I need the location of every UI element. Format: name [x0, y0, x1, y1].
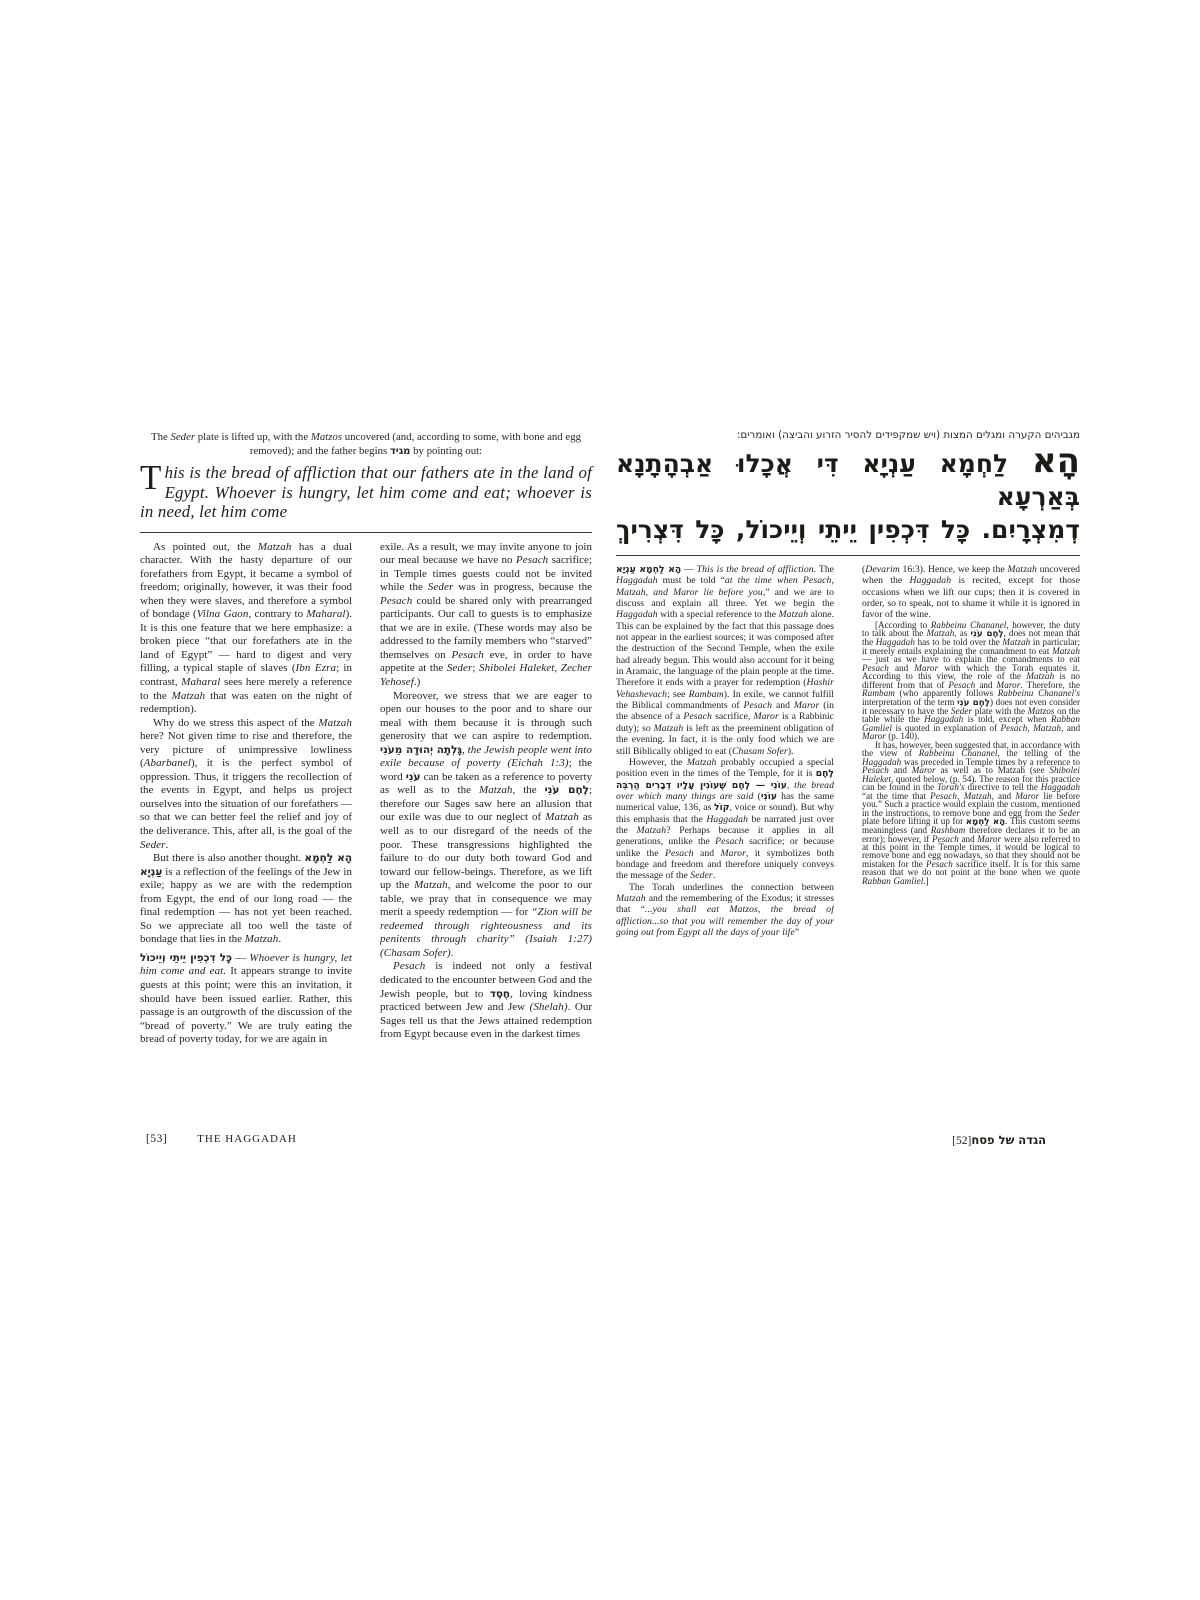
ha-lachma-anya-text [616, 441, 1080, 546]
commentary-paragraph: כָּל דִכְפִין יֵיתֵי וְיֵיכוֹל — Whoever is hungry, let him come and eat. It appears strange to invite guests at this point; were this an invitation, it should have been issued earlier. Rather, this passage is an outgrowth of the discussion of the “bread of poverty.” We are truly eating the bread of poverty today, for we are again in [140, 951, 352, 1046]
page-number: [53] [146, 1133, 168, 1145]
commentary-columns [140, 541, 592, 1125]
hebrew-instruction: מגביהים הקערה ומגלים המצות (ויש שמקפידים להסיר הזרוע והביצה) ואומרים: [736, 429, 1080, 441]
left-page-footer [146, 1133, 598, 1145]
hebrew-line-1 [616, 441, 1080, 513]
right-page-footer [616, 1133, 1080, 1147]
hebrew-line-1-text: לַחְמָא עַנְיָא דִּי אֲכָלוּ אַבְהָתָנָא בְּאַרְעָא [616, 449, 1080, 511]
commentary-paragraph: exile. As a result, we may invite anyone to join our meal because we have no Pesach sacrifice; in Temple times guests could not be invited while the Seder was in progress, because the Pesach could be shared only with prearranged participants. Our call to guests is to emphasize that we are in exile. (These words may also be addressed to the family members who “starved” themselves on Pesach eve, in order to have appetite at the Seder; Shibolei Haleket, Zecher Yehosef.) [380, 540, 592, 688]
opening-passage [140, 458, 592, 522]
commentary-paragraph: But there is also another thought. הָא לַחְמָא עַנְיָא is a reflection of the feelings of the Jew in exile; happy as we are with the redemption from Egypt, the end of our long road — the final redemption — has not yet been reached. So we appreciate all too well the taste of bondage that lies in the Matzah. [140, 852, 352, 946]
commentary-paragraph: (Devarim 16:3). Hence, we keep the Matzah uncovered when the Haggadah is recited, except for those occasions when we lift our cups; then it is covered in order, so to speak, not to shame it while it is ignored in favor of the wine. [862, 564, 1080, 621]
commentary-paragraph: The Torah underlines the connection between Matzah and the remembering of the Exodus; it stresses that “...you shall eat Matzos, the bread of affliction...so that you will remember the day of your going out from Egypt all the days of your life” [616, 881, 834, 938]
commentary-paragraph: It has, however, been suggested that, in accordance with the view of Rabbeinu Chananel, the telling of the Haggadah was preceded in Temple times by a reference to Pesach and Maror as well as to Matzah (see Shibolei Haleket, quoted below, (p. 54). The reason for this practice can be found in the Torah's directive to tell the Haggadah “at the time that Pesach, Matzah, and Maror lie before you.” Such a practice would explain the custom, mentioned in the instructions, to remove bone and egg from the Seder plate before lifting it up for הָא לַחְמָא. This custom seems meaningless (and Rashbam therefore declares it to be an error); however, if Pesach and Maror were also referred to at this point in the Temple times, it would be logical to remove bone and egg nowadays, so that they should not be mistaken for the Pesach sacrifice itself. It is for this same reason that we do not point at the bone when we quote Rabban Gamliel.] [862, 739, 1080, 886]
divider-rule [140, 532, 592, 533]
right-page-column-2 [862, 564, 1080, 1168]
passage-text: his is the bread of affliction that our fathers ate in the land of Egypt. Whoever is hungry, let him come and eat; whoever is in need, let him come [140, 463, 592, 521]
hebrew-dropword: הָא [1031, 441, 1080, 481]
page-number: [52] [952, 1135, 972, 1147]
commentary-columns [616, 564, 1080, 1168]
commentary-paragraph: Moreover, we stress that we are eager to open our houses to the poor and to share our meal with them because it is through such generosity that we can aspire to redemption. גָּלְתָה יְהוּדָה מֵעֹנִי, the Jewish people went into exile because of poverty (Eichah 1:3); the word עֹנִי can be taken as a reference to poverty as well as to the Matzah, the לֶחֶם עֹנִי; therefore our Sages saw here an allusion that our exile was due to our neglect of Matzah as well as to our disregard of the needs of the poor. These transgressions highlighted the failure to do our duty both toward God and toward our fellow-beings. Therefore, as we lift up the Matzah, and welcome the poor to our table, we pray that in consequence we may merit a speedy redemption — for “Zion will be redeemed through righteousness and its penitents through charity” (Isaiah 1:27) (Chasam Sofer). [380, 689, 592, 959]
commentary-paragraph: הָא לַחְמָא עַנְיָא — This is the bread of affliction. The Haggadah must be told “at the time when Pesach, Matzah, and Maror lie before you,” and we are to discuss and explain all three. Yet we begin the Haggadah with a special reference to the Matzah alone. This can be explained by the fact that this passage does not appear in the earliest sources; it was composed after the destruction of the Second Temple, when the exile had already begun. This would also account for it being in Aramaic, the language of the plain people at the time. Therefore it ends with a prayer for redemption (Hashir Vehashevach; see Rambam). In exile, we cannot fulfill the Biblical commandments of Pesach and Maror (in the absence of a Pesach sacrifice, Maror is a Rabbinic duty); so Matzah is left as the preeminent obligation of the evening. In fact, it is the only food which we are still Biblically obliged to eat (Chasam Sofer). [616, 564, 834, 757]
seder-instruction: The Seder plate is lifted up, with the Matzos uncovered (and, according to some, with bone and egg removed); and the father begins מגיד by pointing out: [150, 431, 581, 457]
book-title: THE HAGGADAH [197, 1133, 297, 1145]
commentary-paragraph: [According to Rabbeinu Chananel, however, the duty to talk about the Matzah, as לֶחֶם עֹנִי, does not mean that the Haggadah has to be told over the Matzah in particular; it merely entails explaining the comandment to eat Matzah — just as we have to explain the comandments to eat Pesach and Maror with which the Torah equates it. According to this view, the role of the Matzah is no different from that of Pesach and Maror. Therefore, the Rambam (who apparently follows Rabbeinu Chananel's interpretation of the term לֶחֶם עֹנִי) does not even consider it necessary to have the Seder plate with the Matzos on the table while the Haggadah is told, except when Rabban Gamliel is quoted in explanation of Pesach, Matzah, and Maror (p. 140). [862, 619, 1080, 742]
divider-rule [616, 555, 1080, 556]
commentary-paragraph: As pointed out, the Matzah has a dual character. With the hasty departure of our forefathers from Egypt, it became a symbol of freedom; originally, however, it was their food when they were slaves, and therefore a symbol of bondage (Vilna Gaon, contrary to Maharal). It is this one feature that we here emphasize: a broken piece “that our forefathers ate in the land of Egypt” — hard to digest and very filling, a typical staple of slaves (Ibn Ezra; in contrast, Maharal sees here merely a reference to the Matzah that was eaten on the night of redemption). [140, 540, 352, 716]
left-page [140, 431, 592, 1145]
left-page-column-2 [380, 541, 592, 1125]
commentary-paragraph: Why do we stress this aspect of the Matzah here? Not given time to rise and therefore, the very picture of unimpressive lowliness (Abarbanel), it is the perfect symbol of oppression. Thus, it triggers the recollection of the events in Egypt, and helps us project ourselves into the situation of our forefathers — so that we can better feel the relief and joy of the deliverance. This, after all, is the goal of the Seder. [140, 716, 352, 851]
right-page-column-1 [616, 564, 834, 1168]
hebrew-line-2: דְמִצְרָיִם. כָּל דִּכְפִין יֵיתֵי וְיֵיכוֹל, כָּל דִּצְרִיךְ [616, 515, 1080, 544]
book-title-hebrew: הגדה של פסח [971, 1133, 1046, 1147]
commentary-paragraph: Pesach is indeed not only a festival dedicated to the encounter between God and the Jewish people, but to חֶסֶד, loving kindness practiced between Jew and Jew (Shelah). Our Sages tell us that the Jews attained redemption from Egypt because even in the darkest times [380, 960, 592, 1041]
right-page [616, 428, 1080, 1147]
left-page-column-1 [140, 541, 352, 1125]
dropcap-letter: T [140, 458, 162, 497]
commentary-paragraph: However, the Matzah probably occupied a special position even in the times of the Temple, for it is לֶחֶם עוֹנִי — לֶחֶם שֶׁעוֹנִין עָלָיו דְבָרִים הַרְבֵּה, the bread over which many things are said (עוֹנִי has the same numerical value, 136, as קוֹל, voice or sound). But why this emphasis that the Haggadah be narrated just over the Matzah? Perhaps because it applies in all generations, unlike the Pesach sacrifice; or because unlike the Pesach and Maror, it symbolizes both bondage and freedom and therefore uniquely conveys the message of the Seder. [616, 756, 834, 882]
